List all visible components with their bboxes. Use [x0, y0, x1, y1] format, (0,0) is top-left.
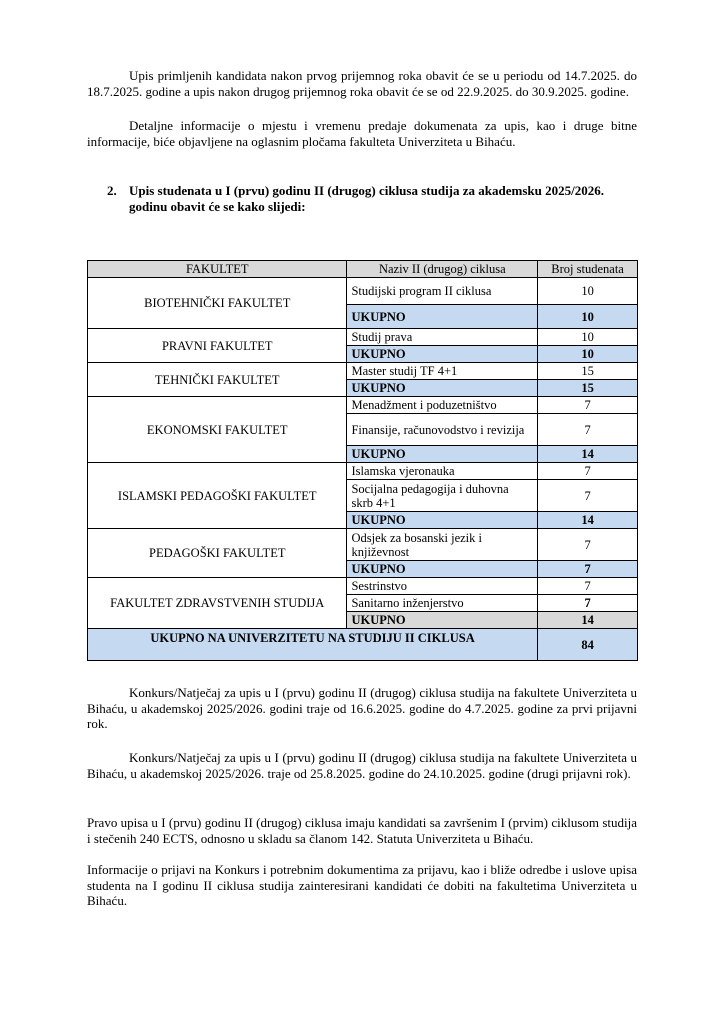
program-count: 7: [538, 397, 638, 414]
section-heading-line1: Upis studenata u I (prvu) godinu II (drugog) ciklusa studija za akademsku 2025/2026.: [129, 183, 604, 198]
table-header-row: [88, 261, 638, 278]
faculty-total: 14: [538, 446, 638, 463]
faculty-name: ISLAMSKI PEDAGOŠKI FAKULTET: [88, 463, 347, 529]
program-name: Menadžment i poduzetništvo: [347, 397, 538, 414]
program-name: Studijski program II ciklusa: [347, 278, 538, 305]
total-label: UKUPNO: [347, 305, 538, 329]
total-label: UKUPNO: [347, 612, 538, 629]
total-label: UKUPNO: [347, 380, 538, 397]
program-count: 10: [538, 329, 638, 346]
faculty-total: 15: [538, 380, 638, 397]
program-count: 7: [538, 529, 638, 561]
program-count: 10: [538, 278, 638, 305]
total-label: UKUPNO: [347, 346, 538, 363]
faculty-total: 14: [538, 612, 638, 629]
faculty-name: PRAVNI FAKULTET: [88, 329, 347, 363]
faculty-name: EKONOMSKI FAKULTET: [88, 397, 347, 463]
faculty-total: 10: [538, 305, 638, 329]
program-name: Odsjek za bosanski jezik i književnost: [347, 529, 538, 561]
grand-total-label: UKUPNO NA UNIVERZITETU NA STUDIJU II CIKLUSA: [88, 629, 538, 661]
program-name: Islamska vjeronauka: [347, 463, 538, 480]
program-name: Studij prava: [347, 329, 538, 346]
header-program: Naziv II (drugog) ciklusa: [347, 261, 538, 278]
table-row: [88, 329, 638, 346]
program-name: Socijalna pedagogija i duhovna skrb 4+1: [347, 480, 538, 512]
paragraph-second-application-period: Konkurs/Natječaj za upis u I (prvu) godinu II (drugog) ciklusa studija na fakultete Univerziteta u Bihaću, u akademskoj 2025/2026. traje od 25.8.2025. godine do 24.10.2025. godine (drugi prijavni rok).: [87, 750, 637, 781]
section-heading-line2: godinu obavit će se kako slijedi:: [129, 199, 306, 214]
faculty-total: 14: [538, 512, 638, 529]
table-row: [88, 363, 638, 380]
header-faculty: FAKULTET: [88, 261, 347, 278]
total-label: UKUPNO: [347, 561, 538, 578]
faculty-name: FAKULTET ZDRAVSTVENIH STUDIJA: [88, 578, 347, 629]
program-count: 7: [538, 414, 638, 446]
section-number: 2.: [107, 183, 117, 198]
program-count: 7: [538, 480, 638, 512]
program-name: Sanitarno inženjerstvo: [347, 595, 538, 612]
total-label: UKUPNO: [347, 446, 538, 463]
program-count: 7: [538, 595, 638, 612]
faculty-total: 10: [538, 346, 638, 363]
grand-total-value: 84: [538, 629, 638, 661]
program-count: 7: [538, 463, 638, 480]
faculty-name: BIOTEHNIČKI FAKULTET: [88, 278, 347, 329]
grand-total-row: [88, 629, 638, 661]
enrollment-table: [87, 260, 638, 661]
header-student-count: Broj studenata: [538, 261, 638, 278]
total-label: UKUPNO: [347, 512, 538, 529]
faculty-name: TEHNIČKI FAKULTET: [88, 363, 347, 397]
table-row: [88, 397, 638, 414]
program-name: Finansije, računovodstvo i revizija: [347, 414, 538, 446]
intro-paragraph-enrollment-dates: Upis primljenih kandidata nakon prvog prijemnog roka obavit će se u periodu od 14.7.2025. do 18.7.2025. godine a upis nakon drugog prijemnog roka obavit će se od 22.9.2025. do 30.9.2025. godine.: [87, 68, 637, 99]
table-row: [88, 463, 638, 480]
section-heading: [107, 183, 647, 215]
program-count: 7: [538, 578, 638, 595]
faculty-name: PEDAGOŠKI FAKULTET: [88, 529, 347, 578]
program-count: 15: [538, 363, 638, 380]
paragraph-application-information: Informacije o prijavi na Konkurs i potrebnim dokumentima za prijavu, kao i bliže odredbe i uslove upisa studenta na I godinu II ciklusa studija zainteresirani kandidati će dobiti na fakultetima Univerziteta u Bihaću.: [87, 862, 637, 908]
program-name: Master studij TF 4+1: [347, 363, 538, 380]
program-name: Sestrinstvo: [347, 578, 538, 595]
paragraph-first-application-period: Konkurs/Natječaj za upis u I (prvu) godinu II (drugog) ciklusa studija na fakultete Univerziteta u Bihaću, u akademskoj 2025/2026. godini traje od 16.6.2025. godine do 4.7.2025. godine za prvi prijavni rok.: [87, 685, 637, 731]
table-row: [88, 578, 638, 595]
paragraph-enrollment-eligibility: Pravo upisa u I (prvu) godinu II (drugog) ciklusa imaju kandidati sa završenim I (prvim) ciklusom studija i stečenih 240 ECTS, odnosno u skladu sa članom 142. Statuta Univerziteta u Bihaću.: [87, 815, 637, 846]
faculty-total: 7: [538, 561, 638, 578]
table-row: [88, 529, 638, 561]
intro-paragraph-information: Detaljne informacije o mjestu i vremenu predaje dokumenata za upis, kao i druge bitne informacije, biće objavljene na oglasnim pločama fakulteta Univerziteta u Bihaću.: [87, 118, 637, 149]
table-row: [88, 278, 638, 305]
